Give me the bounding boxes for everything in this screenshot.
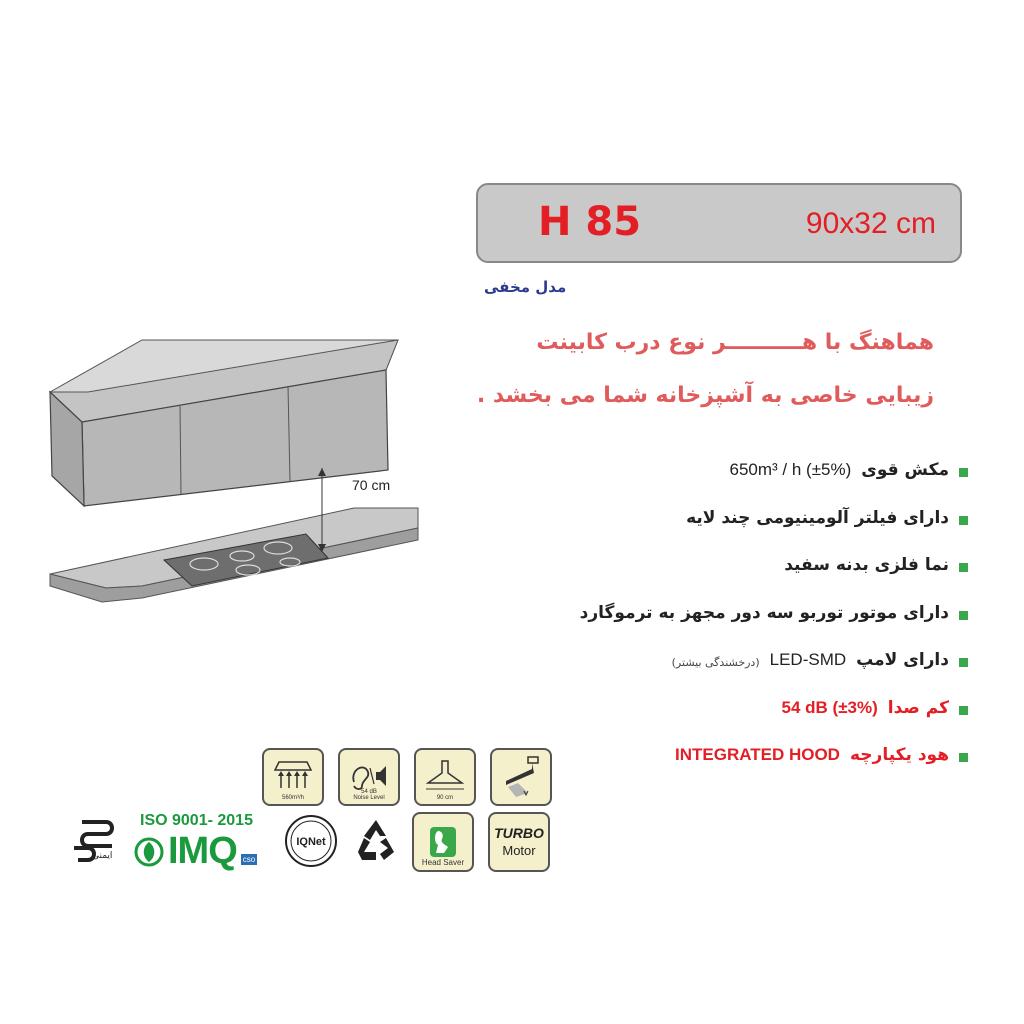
feature-icons-row-1 — [262, 748, 552, 806]
bullet-icon — [959, 516, 968, 525]
imq-certification — [134, 830, 257, 873]
airflow-icon — [262, 748, 324, 806]
noise-level-icon — [338, 748, 400, 806]
turbo-motor-icon — [488, 812, 550, 872]
iqnet-text: IQNet — [296, 836, 326, 848]
feature-noise-text: کم صدا — [887, 697, 949, 718]
bullet-icon — [959, 611, 968, 620]
feature-lamp — [448, 650, 968, 698]
feature-integrated-text: هود یکپارچه — [849, 745, 949, 765]
hood-lamp-graphic — [498, 755, 544, 799]
hood-width-icon — [414, 748, 476, 806]
lamp-icon — [490, 748, 552, 806]
airflow-caption: 560m³/h — [281, 795, 304, 801]
feature-body-text: نما فلزی بدنه سفید — [784, 555, 949, 575]
model-type: مدل مخفی — [484, 278, 567, 296]
bullet-icon — [959, 658, 968, 667]
iqnet-certification-icon — [284, 814, 338, 868]
feature-suction — [448, 460, 968, 508]
model-code: H 85 — [538, 199, 642, 245]
noise-caption-1: 54 dB — [361, 789, 377, 795]
turbo-label — [494, 824, 544, 860]
airflow-graphic — [271, 758, 315, 796]
width-caption: 90 cm — [436, 795, 454, 801]
safety-mark-icon — [68, 816, 120, 866]
feature-suction-text: مکش قوی — [861, 460, 949, 480]
cso-badge: cso — [242, 855, 256, 864]
head-saver-icon — [412, 812, 474, 872]
feature-noise — [448, 698, 968, 746]
safety-mark-text: ایمنی — [92, 851, 113, 861]
feature-lamp-value: LED-SMD — [769, 650, 847, 669]
feature-lamp-note: (درخشندگی بیشتر) — [671, 656, 760, 669]
model-size: 90x32 cm — [805, 207, 936, 240]
head-saver-caption: Head Saver — [421, 858, 465, 867]
noise-caption-2: Noise Level — [353, 795, 385, 801]
recycle-icon — [350, 816, 402, 866]
imq-leaf-icon — [134, 837, 164, 867]
feature-lamp-text: دارای لامپ — [856, 650, 949, 670]
slogan-line-2: زیبایی خاصی به آشپزخانه شما می بخشد . — [476, 383, 934, 408]
feature-noise-value: 54 dB (±3%) — [781, 697, 878, 717]
feature-filter-text: دارای فیلتر آلومینیومی چند لایه — [686, 507, 949, 528]
turbo-line-1: TURBO — [494, 825, 544, 841]
head-saver-graphic — [428, 825, 458, 859]
slogan-line-1: هماهنگ با هــــــــــر نوع درب کابینت — [536, 330, 934, 355]
distance-label: 70 cm — [352, 477, 391, 493]
turbo-line-2: Motor — [502, 843, 536, 858]
feature-body — [448, 555, 968, 603]
feature-filter — [448, 508, 968, 556]
feature-motor-text: دارای موتور توربو سه دور مجهز به ترموگارد — [579, 602, 949, 623]
hood-width-graphic — [422, 759, 468, 795]
iso-certification: ISO 9001- 2015 — [140, 812, 253, 829]
bullet-icon — [959, 468, 968, 477]
kitchen-illustration — [46, 330, 436, 620]
imq-text: IMQ — [168, 830, 237, 872]
feature-integrated-value: INTEGRATED HOOD — [675, 745, 840, 764]
feature-icons-row-2 — [412, 812, 550, 872]
model-header-box — [476, 183, 962, 263]
features-list — [448, 460, 968, 793]
bullet-icon — [959, 753, 968, 762]
bullet-icon — [959, 563, 968, 572]
feature-suction-value: 650m³ / h (±5%) — [729, 460, 852, 479]
bullet-icon — [959, 706, 968, 715]
feature-motor — [448, 603, 968, 651]
